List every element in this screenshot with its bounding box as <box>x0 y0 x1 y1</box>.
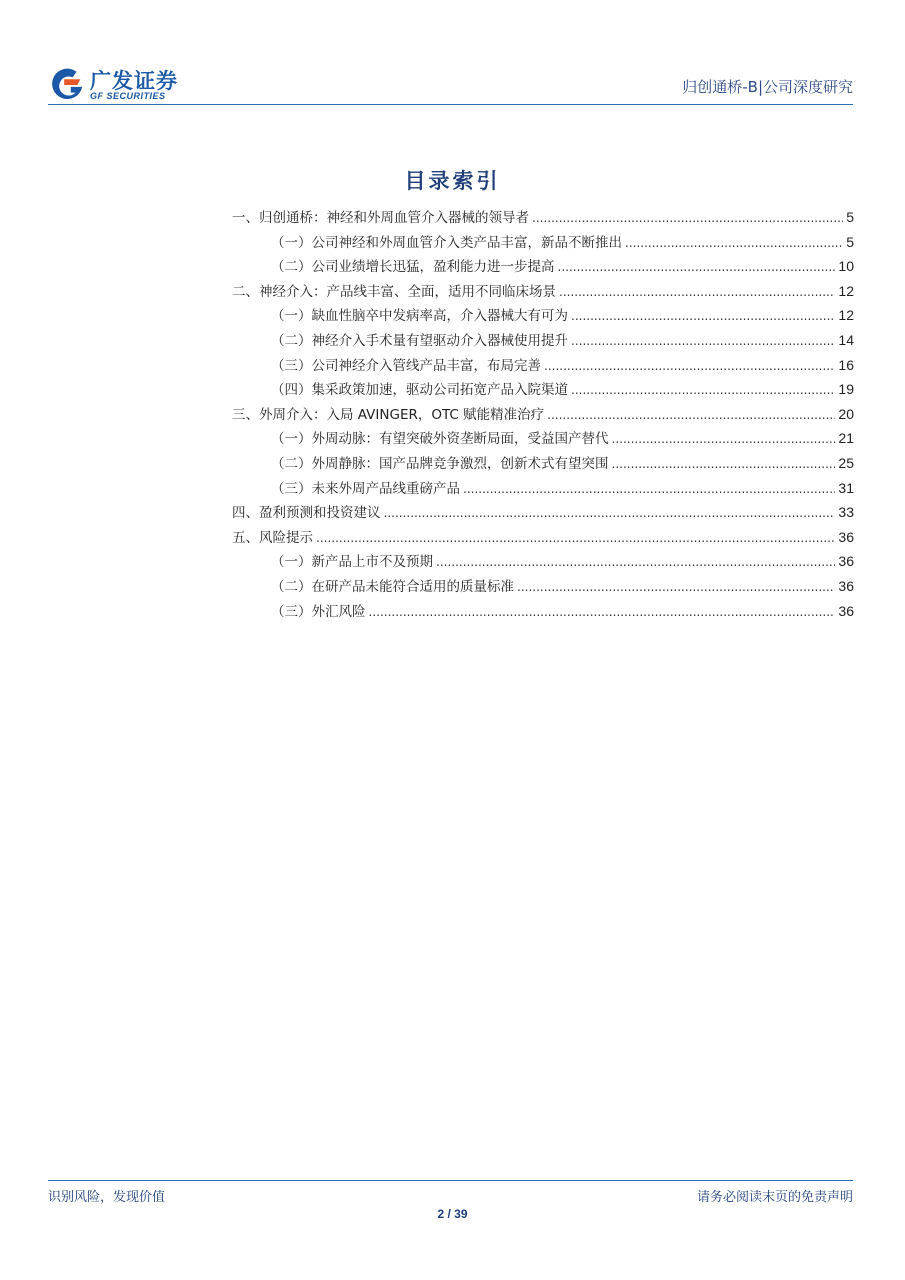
logo-text-cn: 广发证券 <box>90 69 178 93</box>
toc-entry[interactable] <box>232 550 854 575</box>
toc-entry[interactable] <box>232 501 854 526</box>
toc-entry-page: 12 <box>838 307 854 324</box>
toc-entry-title: 五、风险提示 <box>232 529 313 546</box>
toc-entry-title: 四、盈利预测和投资建议 <box>232 505 381 522</box>
toc-entry[interactable] <box>232 403 854 428</box>
toc-entry-title: （四）集采政策加速，驱动公司拓宽产品入院渠道 <box>271 382 568 399</box>
toc-entry[interactable] <box>232 255 854 280</box>
toc-entry-title: 二、神经介入：产品线丰富、全面，适用不同临床场景 <box>232 283 556 300</box>
toc-leader-dots <box>547 408 835 422</box>
toc-entry[interactable] <box>232 206 854 231</box>
toc-entry-page: 31 <box>838 479 854 496</box>
toc-entry[interactable] <box>232 477 854 502</box>
gf-logo-icon <box>48 66 86 104</box>
toc-leader-dots <box>559 285 835 299</box>
footer-divider <box>48 1180 853 1181</box>
toc-entry-title: 三、外周介入：入局 AVINGER，OTC 赋能精准治疗 <box>232 406 545 423</box>
toc-entry-title: （一）公司神经和外周血管介入类产品丰富，新品不断推出 <box>271 234 622 251</box>
toc-entry-page: 21 <box>838 430 854 447</box>
toc-entry-title: （一）外周动脉：有望突破外资垄断局面，受益国产替代 <box>271 431 609 448</box>
toc-entry-title: （二）外周静脉：国产品牌竞争激烈，创新术式有望突围 <box>271 455 609 472</box>
toc-leader-dots <box>612 432 836 446</box>
toc-leader-dots <box>436 555 835 569</box>
toc-entry[interactable] <box>232 231 854 256</box>
toc-leader-dots <box>532 211 843 225</box>
toc-entry[interactable] <box>232 280 854 305</box>
toc-entry[interactable] <box>232 304 854 329</box>
toc-leader-dots <box>625 236 843 250</box>
toc-title: 目录索引 <box>404 169 501 193</box>
toc-leader-dots <box>571 309 835 323</box>
toc-entry-page: 25 <box>838 454 854 471</box>
toc-entry[interactable] <box>232 329 854 354</box>
toc-entry-page: 36 <box>838 602 854 619</box>
table-of-contents <box>232 206 854 624</box>
toc-entry[interactable] <box>232 600 854 625</box>
toc-leader-dots <box>571 334 835 348</box>
toc-entry-title: （三）公司神经介入管线产品丰富，布局完善 <box>271 357 541 374</box>
toc-entry-page: 36 <box>838 528 854 545</box>
toc-entry-title: （二）在研产品未能符合适用的质量标准 <box>271 578 514 595</box>
toc-entry-page: 10 <box>838 258 854 275</box>
footer-disclaimer-note: 请务必阅读末页的免责声明 <box>696 1190 853 1205</box>
toc-leader-dots <box>571 383 835 397</box>
logo-text-en: GF SECURITIES <box>90 91 166 101</box>
toc-entry-page: 33 <box>838 504 854 521</box>
toc-entry-page: 12 <box>838 282 854 299</box>
toc-entry[interactable] <box>232 354 854 379</box>
toc-entry-page: 36 <box>838 553 854 570</box>
toc-entry-page: 36 <box>838 577 854 594</box>
toc-entry-page: 5 <box>846 209 854 225</box>
toc-entry[interactable] <box>232 452 854 477</box>
report-title: 归创通桥-B|公司深度研究 <box>682 78 853 96</box>
toc-leader-dots <box>558 260 836 274</box>
toc-entry-page: 19 <box>838 381 854 398</box>
toc-entry[interactable] <box>232 378 854 403</box>
page-number: 2 / 39 <box>437 1207 468 1221</box>
page-header <box>48 60 853 104</box>
toc-leader-dots <box>384 506 836 520</box>
header-divider <box>48 104 853 105</box>
toc-entry-page: 16 <box>838 356 854 373</box>
toc-leader-dots <box>612 457 836 471</box>
toc-entry[interactable] <box>232 575 854 600</box>
toc-entry[interactable] <box>232 427 854 452</box>
toc-entry-title: （三）外汇风险 <box>271 603 366 620</box>
toc-entry[interactable] <box>232 526 854 551</box>
toc-entry-title: （二）神经介入手术量有望驱动介入器械使用提升 <box>271 332 568 349</box>
toc-entry-title: （一）缺血性脑卒中发病率高，介入器械大有可为 <box>271 308 568 325</box>
toc-entry-page: 20 <box>838 405 854 422</box>
toc-leader-dots <box>544 359 835 373</box>
toc-entry-title: （一）新产品上市不及预期 <box>271 554 433 571</box>
toc-entry-title: 一、归创通桥：神经和外周血管介入器械的领导者 <box>232 210 529 226</box>
toc-entry-page: 5 <box>846 233 854 250</box>
toc-leader-dots <box>517 580 835 594</box>
footer-slogan: 识别风险，发现价值 <box>48 1190 166 1205</box>
toc-entry-title: （二）公司业绩增长迅猛，盈利能力进一步提高 <box>271 259 555 276</box>
toc-entry-title: （三）未来外周产品线重磅产品 <box>271 480 460 497</box>
toc-entry-page: 14 <box>838 331 854 348</box>
toc-leader-dots <box>369 605 836 619</box>
toc-leader-dots <box>463 482 835 496</box>
toc-leader-dots <box>316 531 835 545</box>
company-logo <box>48 64 208 104</box>
